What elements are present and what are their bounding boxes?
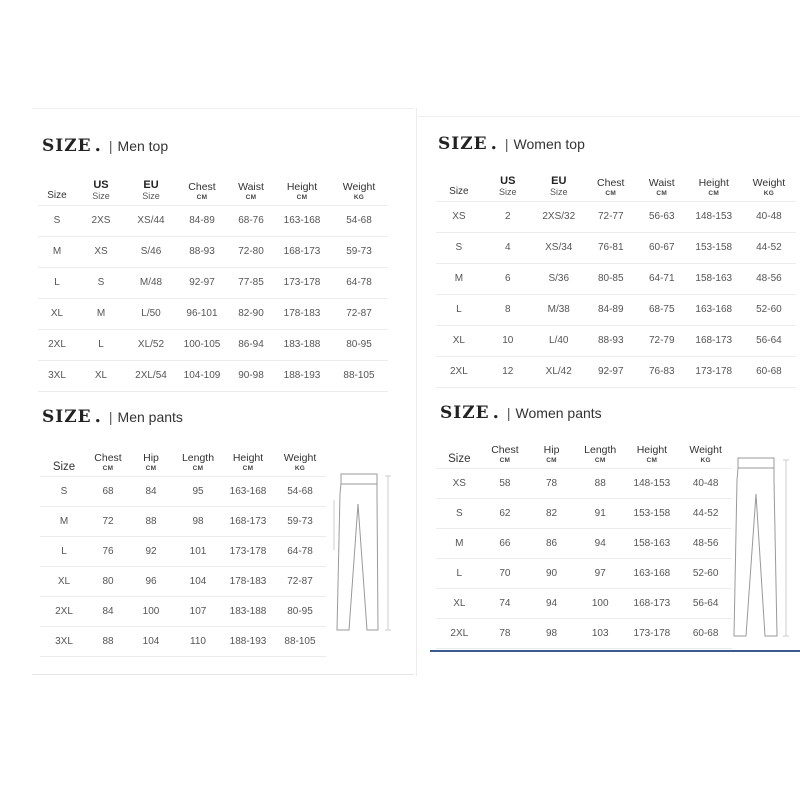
value-cell: 104	[189, 575, 207, 587]
size-cell: 2XL	[48, 339, 66, 350]
table-row	[40, 566, 326, 596]
men-top-panel	[32, 108, 414, 399]
value-cell: 97	[594, 567, 606, 579]
size-cell: 2XL	[450, 627, 469, 639]
column-header-unit: CM	[605, 189, 617, 197]
value-cell: 163-168	[229, 485, 267, 497]
size-cell: M	[59, 515, 69, 527]
column-header	[274, 169, 330, 205]
value-cell: 88-105	[343, 370, 375, 381]
column-header	[679, 432, 732, 468]
table-header-row	[436, 432, 732, 468]
men-top-title	[42, 135, 168, 156]
column-header	[40, 440, 88, 476]
value-cell: 52-60	[692, 567, 719, 579]
value-cell: 2XL/54	[135, 370, 167, 381]
title-separator: |	[504, 136, 509, 152]
column-header	[176, 169, 228, 205]
value-cell: 8	[504, 304, 511, 315]
value-cell: 72-87	[346, 308, 372, 319]
column-header-label: Height	[286, 180, 318, 193]
value-cell: 44-52	[692, 507, 719, 519]
column-header	[584, 167, 638, 201]
value-cell: 40-48	[756, 211, 782, 222]
value-cell: 188-193	[229, 635, 267, 647]
value-cell: 158-163	[633, 537, 671, 549]
value-cell: 84	[145, 485, 157, 497]
column-header	[742, 167, 796, 201]
value-cell: 2XS/32	[542, 211, 576, 222]
table-row	[436, 356, 796, 387]
pants-illustration-icon	[728, 454, 794, 644]
size-cell: M	[52, 246, 62, 257]
table-row	[436, 588, 732, 618]
value-cell: 178-183	[283, 308, 321, 319]
value-cell: 88	[594, 477, 606, 489]
value-cell: 173-178	[283, 277, 321, 288]
column-header-unit: CM	[296, 193, 308, 201]
value-cell: 188-193	[283, 370, 321, 381]
table-row	[436, 558, 732, 588]
value-cell: 66	[499, 537, 511, 549]
column-header-unit: CM	[594, 456, 606, 464]
size-cell: S	[455, 242, 463, 253]
table-header-row	[40, 440, 326, 476]
column-header-label: Length	[181, 451, 215, 464]
value-cell: 64-71	[648, 273, 675, 284]
title-size-word: SIZE	[438, 134, 488, 154]
title-dot: .	[94, 135, 101, 156]
column-header-unit: CM	[708, 189, 720, 197]
value-cell: 86	[545, 537, 558, 549]
value-cell: 183-188	[229, 605, 267, 617]
value-cell: 88-93	[597, 335, 624, 346]
value-cell: 82	[545, 507, 558, 519]
value-cell: XS/34	[545, 242, 573, 253]
table-row	[40, 506, 326, 536]
value-cell: 173-178	[229, 545, 267, 557]
column-header-sublabel: Size	[142, 190, 160, 201]
value-cell: 88-105	[284, 635, 316, 647]
value-cell: 104-109	[183, 370, 221, 381]
value-cell: 88	[145, 515, 157, 527]
column-header-label: Weight	[752, 176, 786, 189]
value-cell: 70	[499, 567, 511, 579]
value-cell: 64-78	[346, 277, 372, 288]
column-header-label: Chest	[94, 451, 122, 464]
value-cell: 2XS	[91, 215, 111, 226]
table-header-row	[38, 169, 388, 205]
value-cell: 60-68	[756, 366, 782, 377]
value-cell: 76-81	[597, 242, 624, 253]
women-pants-title	[440, 402, 602, 423]
column-header-label: Height	[636, 443, 668, 456]
value-cell: 12	[502, 366, 514, 377]
size-cell: XL	[50, 308, 64, 319]
table-row	[436, 498, 732, 528]
value-cell: 168-173	[633, 597, 671, 609]
size-cell: 2XL	[449, 366, 468, 377]
column-header	[625, 432, 680, 468]
value-cell: 163-168	[695, 304, 733, 315]
value-cell: 76-83	[648, 366, 675, 377]
value-cell: 173-178	[633, 627, 671, 639]
title-label: Women top	[513, 136, 585, 152]
size-cell: L	[61, 545, 67, 557]
value-cell: 48-56	[756, 273, 782, 284]
value-cell: 80-95	[287, 605, 313, 617]
value-cell: 4	[504, 242, 511, 253]
column-header-unit: CM	[245, 193, 257, 201]
value-cell: 72	[102, 515, 114, 527]
column-header-unit: CM	[499, 456, 511, 464]
value-cell: 68-75	[648, 304, 675, 315]
table-row	[38, 205, 388, 236]
value-cell: 168-173	[283, 246, 321, 257]
column-header	[330, 169, 388, 205]
value-cell: 77-85	[238, 277, 264, 288]
title-label: Men top	[117, 138, 169, 154]
value-cell: 96	[145, 575, 157, 587]
value-cell: 59-73	[287, 515, 313, 527]
column-header-label: US	[500, 174, 516, 187]
column-header-label: Hip	[543, 443, 560, 456]
size-cell: S	[60, 485, 68, 497]
column-header	[126, 169, 176, 205]
column-header-unit: CM	[145, 464, 157, 472]
value-cell: M/48	[139, 277, 163, 288]
table-row	[40, 476, 326, 506]
column-header	[228, 169, 274, 205]
table-row	[38, 329, 388, 360]
value-cell: 62	[499, 507, 511, 519]
column-header-label: Weight	[689, 443, 722, 456]
table-row	[436, 468, 732, 498]
value-cell: 84-89	[189, 215, 215, 226]
table-row	[40, 596, 326, 626]
table-row	[436, 325, 796, 356]
value-cell: 54-68	[287, 485, 313, 497]
value-cell: 168-173	[695, 335, 733, 346]
column-header-label: Weight	[283, 451, 317, 464]
title-separator: |	[506, 405, 511, 421]
size-cell: XS	[452, 211, 466, 222]
size-cell: M	[454, 273, 464, 284]
table-row	[38, 360, 388, 391]
value-cell: 163-168	[283, 215, 321, 226]
value-cell: 88	[102, 635, 114, 647]
accent-bottom-line	[430, 650, 800, 652]
value-cell: 107	[189, 605, 207, 617]
value-cell: 98	[545, 627, 558, 639]
value-cell: 72-80	[238, 246, 264, 257]
value-cell: 183-188	[283, 339, 321, 350]
value-cell: 80-95	[346, 339, 372, 350]
pants-illustration-icon	[330, 470, 400, 638]
column-header	[482, 167, 534, 201]
column-header-label: Waist	[648, 176, 675, 189]
column-header	[128, 440, 174, 476]
value-cell: XL/42	[545, 366, 572, 377]
size-cell: S	[455, 507, 463, 519]
value-cell: 78	[545, 477, 558, 489]
column-header	[274, 440, 326, 476]
value-cell: 90	[545, 567, 558, 579]
column-header	[527, 432, 576, 468]
column-header-label: Chest	[188, 180, 216, 193]
value-cell: 60-67	[648, 242, 675, 253]
column-header	[174, 440, 222, 476]
value-cell: 158-163	[695, 273, 733, 284]
value-cell: 78	[499, 627, 511, 639]
women-top-size-table	[436, 167, 796, 388]
column-header-sublabel: Size	[92, 190, 110, 201]
size-cell: XL	[453, 597, 466, 609]
table-row	[40, 626, 326, 656]
column-header-label: EU	[143, 178, 159, 191]
column-header-label: Size	[449, 185, 469, 197]
men-top-size-table	[38, 169, 388, 392]
table-header-row	[436, 167, 796, 201]
size-cell: L	[54, 277, 60, 288]
value-cell: 168-173	[229, 515, 267, 527]
value-cell: S	[97, 277, 105, 288]
value-cell: 163-168	[633, 567, 671, 579]
value-cell: 148-153	[695, 211, 733, 222]
value-cell: 90-98	[238, 370, 264, 381]
value-cell: 92	[145, 545, 157, 557]
table-row	[40, 536, 326, 566]
panel-bottom-edge	[32, 674, 414, 675]
value-cell: 103	[591, 627, 609, 639]
column-header	[534, 167, 584, 201]
column-header-label: Height	[232, 451, 264, 464]
value-cell: 68	[102, 485, 114, 497]
title-separator: |	[108, 409, 113, 425]
column-header	[88, 440, 128, 476]
value-cell: 94	[594, 537, 606, 549]
value-cell: 92-97	[189, 277, 215, 288]
table-row	[436, 201, 796, 232]
title-dot: .	[492, 402, 499, 423]
value-cell: 2	[504, 211, 511, 222]
column-header-label: Chest	[491, 443, 519, 456]
table-row	[436, 263, 796, 294]
women-top-title	[438, 133, 585, 154]
column-header-unit: CM	[192, 464, 204, 472]
column-header-label: Waist	[238, 180, 264, 193]
value-cell: S/46	[140, 246, 162, 257]
table-row	[436, 294, 796, 325]
value-cell: 173-178	[695, 366, 733, 377]
value-cell: XL	[94, 370, 108, 381]
men-pants-size-table	[40, 440, 326, 657]
value-cell: 44-52	[756, 242, 782, 253]
column-header-unit: CM	[196, 193, 208, 201]
column-header-unit: KG	[700, 456, 711, 464]
value-cell: M/38	[547, 304, 570, 315]
value-cell: 104	[142, 635, 160, 647]
title-size-word: SIZE	[440, 403, 490, 423]
column-header	[436, 167, 482, 201]
women-pants-panel	[418, 396, 800, 652]
column-header-unit: KG	[353, 193, 365, 201]
value-cell: 94	[545, 597, 558, 609]
value-cell: L/40	[549, 335, 569, 346]
value-cell: 153-158	[633, 507, 671, 519]
value-cell: 54-68	[346, 215, 372, 226]
column-header-unit: KG	[294, 464, 306, 472]
size-cell: L	[456, 567, 463, 579]
table-row	[38, 298, 388, 329]
value-cell: 92-97	[597, 366, 624, 377]
column-header-unit: CM	[242, 464, 254, 472]
column-header-unit: KG	[763, 189, 775, 197]
value-cell: 100	[591, 597, 609, 609]
size-cell: 2XL	[55, 605, 73, 617]
value-cell: 76	[102, 545, 114, 557]
value-cell: 59-73	[346, 246, 372, 257]
value-cell: 96-101	[186, 308, 218, 319]
value-cell: 74	[499, 597, 511, 609]
column-header	[222, 440, 274, 476]
column-header-sublabel: Size	[499, 186, 517, 197]
column-header-unit: CM	[646, 456, 658, 464]
value-cell: M	[96, 308, 106, 319]
value-cell: 91	[594, 507, 606, 519]
vertical-divider	[416, 108, 417, 676]
table-row	[38, 267, 388, 298]
column-header	[38, 169, 76, 205]
value-cell: 48-56	[692, 537, 719, 549]
value-cell: 10	[502, 335, 514, 346]
value-cell: 100	[142, 605, 160, 617]
value-cell: 84	[102, 605, 114, 617]
table-row	[436, 528, 732, 558]
size-cell: 3XL	[55, 635, 73, 647]
men-pants-title	[42, 406, 183, 427]
column-header	[576, 432, 625, 468]
value-cell: 56-64	[756, 335, 782, 346]
value-cell: 101	[189, 545, 207, 557]
size-cell: S	[53, 215, 61, 226]
value-cell: 60-68	[692, 627, 719, 639]
value-cell: 82-90	[238, 308, 264, 319]
value-cell: 40-48	[692, 477, 719, 489]
value-cell: S/36	[548, 273, 570, 284]
column-header-label: US	[93, 178, 109, 191]
column-header-label: Size	[47, 189, 67, 201]
column-header-label: Weight	[342, 180, 376, 193]
column-header	[436, 432, 483, 468]
value-cell: 56-64	[692, 597, 719, 609]
value-cell: L/50	[141, 308, 161, 319]
value-cell: XS	[94, 246, 108, 257]
column-header-label: Size	[52, 460, 76, 473]
size-cell: L	[456, 304, 462, 315]
column-header	[686, 167, 742, 201]
value-cell: 6	[504, 273, 511, 284]
value-cell: 80	[102, 575, 114, 587]
value-cell: XS/44	[137, 215, 165, 226]
column-header-label: EU	[551, 174, 567, 187]
column-header-label: Chest	[597, 176, 625, 189]
value-cell: 153-158	[695, 242, 733, 253]
title-dot: .	[490, 133, 497, 154]
value-cell: 72-87	[287, 575, 313, 587]
column-header-unit: CM	[546, 456, 557, 464]
value-cell: 100-105	[183, 339, 221, 350]
value-cell: 148-153	[633, 477, 671, 489]
title-size-word: SIZE	[42, 136, 92, 156]
value-cell: 58	[499, 477, 511, 489]
column-header-label: Height	[698, 176, 729, 189]
column-header-label: Hip	[143, 451, 159, 464]
column-header-label: Length	[584, 443, 617, 456]
value-cell: 98	[192, 515, 204, 527]
size-cell: 3XL	[48, 370, 66, 381]
women-pants-size-table	[436, 432, 732, 649]
value-cell: 72-79	[648, 335, 675, 346]
value-cell: 56-63	[648, 211, 675, 222]
size-cell: XL	[452, 335, 465, 346]
value-cell: 110	[190, 635, 206, 647]
value-cell: 52-60	[756, 304, 782, 315]
value-cell: 88-93	[189, 246, 215, 257]
value-cell: 84-89	[597, 304, 624, 315]
value-cell: 178-183	[229, 575, 267, 587]
value-cell: 86-94	[238, 339, 264, 350]
women-top-panel	[418, 116, 800, 395]
column-header-sublabel: Size	[549, 186, 568, 197]
value-cell: 72-77	[597, 211, 624, 222]
table-row	[38, 236, 388, 267]
column-header-unit: CM	[102, 464, 114, 472]
value-cell: L	[98, 339, 104, 350]
title-label: Women pants	[515, 405, 602, 421]
size-cell: XS	[452, 477, 466, 489]
column-header	[76, 169, 126, 205]
value-cell: XL/52	[137, 339, 165, 350]
column-header	[483, 432, 528, 468]
size-cell: M	[455, 537, 464, 549]
size-cell: XL	[57, 575, 71, 587]
title-dot: .	[94, 406, 101, 427]
value-cell: 64-78	[287, 545, 313, 557]
column-header	[638, 167, 686, 201]
table-row	[436, 618, 732, 648]
title-label: Men pants	[117, 409, 183, 425]
column-header-unit: CM	[656, 189, 668, 197]
men-pants-panel	[32, 398, 414, 674]
value-cell: 68-76	[238, 215, 264, 226]
column-header-label: Size	[448, 452, 471, 465]
title-size-word: SIZE	[42, 407, 92, 427]
value-cell: 80-85	[597, 273, 624, 284]
value-cell: 95	[192, 485, 204, 497]
title-separator: |	[108, 138, 113, 154]
table-row	[436, 232, 796, 263]
